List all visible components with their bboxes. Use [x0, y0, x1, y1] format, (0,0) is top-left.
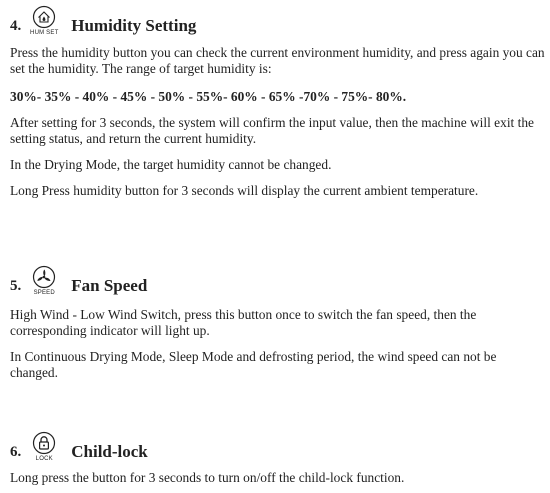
section-title: Child-lock [71, 442, 148, 461]
icon-caption: HUM SET [30, 30, 59, 36]
paragraph: After setting for 3 seconds, the system will confirm the input value, then the machine will exit the setting status, and return the current humidity. [10, 115, 534, 146]
paragraph: Long Press humidity button for 3 seconds will display the current ambient temperature. [10, 183, 479, 198]
paragraph: High Wind - Low Wind Switch, press this button once to switch the fan speed, then the corresponding indicator will light up. [10, 307, 477, 338]
paragraph: In the Drying Mode, the target humidity cannot be changed. [10, 157, 332, 172]
section-child-lock [10, 426, 545, 486]
section-number: 5. [10, 278, 22, 294]
section-fan-speed [10, 260, 545, 381]
section-heading [10, 260, 545, 296]
paragraph: Long press the button for 3 seconds to turn on/off the child-lock function. [10, 470, 405, 485]
icon-caption: LOCK [35, 456, 53, 462]
section-number: 4. [10, 18, 22, 34]
fan-icon [32, 265, 56, 289]
lock-icon [32, 431, 56, 455]
section-humidity-setting [10, 0, 545, 199]
section-heading [10, 0, 545, 36]
section-heading [10, 426, 545, 462]
fan-button-graphic [25, 265, 63, 296]
lock-button-graphic [25, 431, 63, 462]
icon-caption: SPEED [33, 290, 55, 296]
section-number: 6. [10, 444, 22, 460]
paragraph: In Continuous Drying Mode, Sleep Mode and defrosting period, the wind speed can not be changed. [10, 349, 497, 380]
section-title: Humidity Setting [71, 16, 197, 35]
humidity-range: 30%- 35% - 40% - 45% - 50% - 55%- 60% - 65% -70% - 75%- 80%. [10, 89, 407, 104]
humidity-icon [32, 5, 56, 29]
paragraph: Press the humidity button you can check the current environment humidity, and press again you can set the humidity. The range of target humidity is: [10, 45, 545, 76]
humidity-button-graphic [25, 5, 63, 36]
section-title: Fan Speed [71, 276, 148, 295]
